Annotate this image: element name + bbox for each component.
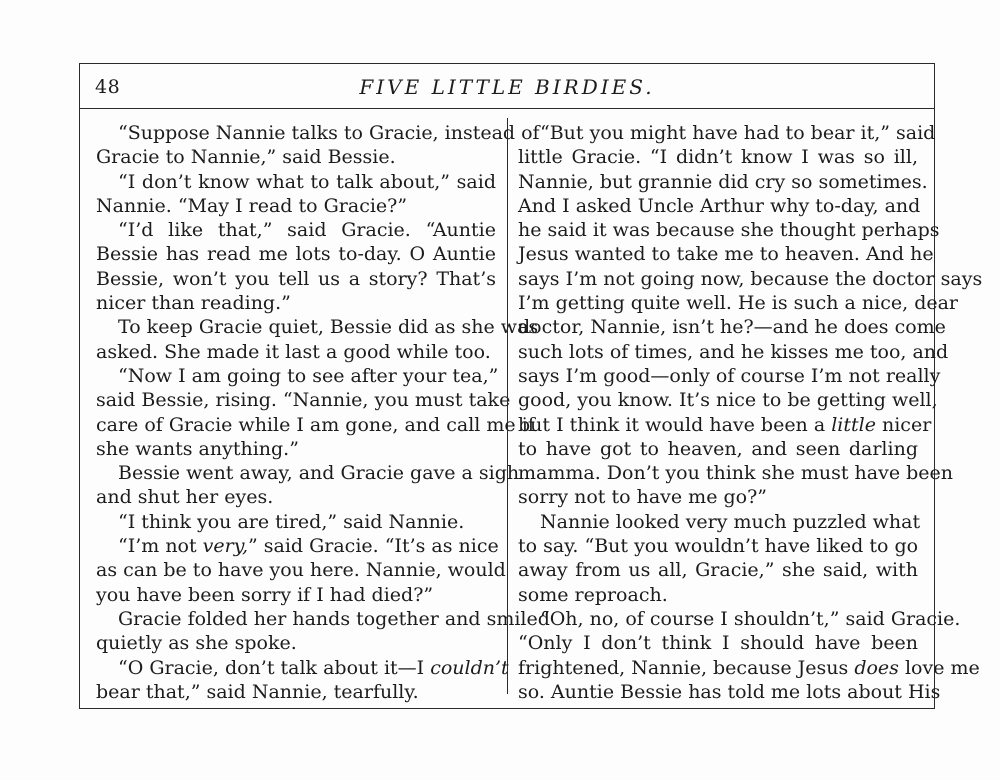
text-line: she wants anything.” [96, 437, 299, 460]
left-text-column [96, 121, 550, 704]
page-header [79, 70, 935, 110]
text-line: frightened, Nannie, because Jesus does love me [518, 656, 980, 679]
text-line: says I’m good—only of course I’m not really [518, 364, 941, 387]
text-line: quietly as she spoke. [96, 632, 297, 655]
text-line: nicer than reading.” [96, 292, 291, 315]
text-line: “I think you are tired,” said Nannie. [118, 510, 465, 533]
text-line: mamma. Don’t you think she must have been [518, 462, 954, 485]
text-line: care of Gracie while I am gone, and call me if [96, 413, 535, 436]
text-line: “I’d like that,” said Gracie. “Auntie [118, 219, 496, 242]
text-line: to have got to heaven, and seen darling [518, 437, 918, 460]
text-line: sorry not to have me go?” [518, 486, 767, 509]
text-line: some reproach. [518, 583, 668, 606]
text-line: To keep Gracie quiet, Bessie did as she was [118, 316, 539, 339]
italic-emphasis: very, [202, 535, 248, 558]
text-line: and shut her eyes. [96, 486, 274, 509]
running-title: FIVE LITTLE BIRDIES. [359, 75, 655, 99]
text-line: And I asked Uncle Arthur why to-day, and [518, 194, 921, 217]
text-line: away from us all, Gracie,” she said, with [518, 559, 918, 582]
text-line: so. Auntie Bessie has told me lots about His [518, 680, 941, 703]
text-line: “Suppose Nannie talks to Gracie, instead of [118, 122, 540, 144]
text-line: Bessie has read me lots to-day. O Auntie [96, 243, 496, 266]
text-line: says I’m not going now, because the doctor says [518, 267, 983, 290]
text-line: Jesus wanted to take me to heaven. And he [518, 243, 934, 266]
text-line: he said it was because she thought perhaps [518, 219, 940, 242]
italic-emphasis: does [854, 656, 899, 679]
right-text-column [518, 121, 983, 704]
text-line: but I think it would have been a little nicer [518, 413, 932, 436]
text-line: Nannie. “May I read to Gracie?” [96, 194, 408, 217]
text-line: you have been sorry if I had died?” [96, 583, 434, 606]
column-divider [507, 118, 508, 694]
text-line: bear that,” said Nannie, tearfully. [96, 680, 419, 703]
text-line: to say. “But you wouldn’t have liked to go [518, 535, 919, 558]
text-line: as can be to have you here. Nannie, would [96, 559, 506, 582]
page-number: 48 [95, 76, 121, 98]
text-line: doctor, Nannie, isn’t he?—and he does come [518, 316, 946, 339]
header-rule [79, 108, 935, 109]
text-line: “I don’t know what to talk about,” said [118, 170, 496, 193]
italic-emphasis: little [831, 413, 876, 436]
text-line: “Now I am going to see after your tea,” [118, 364, 499, 387]
text-line: “Only I don’t think I should have been [518, 632, 918, 655]
text-line: Gracie folded her hands together and smiled [118, 607, 550, 630]
text-line: I’m getting quite well. He is such a nice, dear [518, 292, 959, 315]
text-line: such lots of times, and he kisses me too, and [518, 340, 949, 363]
text-line: good, you know. It’s nice to be getting well, [518, 389, 938, 412]
text-line: “But you might have had to bear it,” said [540, 122, 936, 144]
text-line: asked. She made it last a good while too. [96, 340, 491, 363]
text-line: “Oh, no, of course I shouldn’t,” said Gracie. [540, 607, 961, 630]
text-line: “O Gracie, don’t talk about it—I couldn’t [118, 656, 509, 679]
text-line: said Bessie, rising. “Nannie, you must take [96, 389, 511, 412]
text-line: Gracie to Nannie,” said Bessie. [96, 146, 396, 169]
text-line: Bessie, won’t you tell us a story? That’s [96, 267, 496, 290]
italic-emphasis: couldn’t [430, 656, 509, 679]
text-line: Bessie went away, and Gracie gave a sigh [118, 462, 520, 485]
text-line: Nannie looked very much puzzled what [540, 510, 921, 533]
text-line: little Gracie. “I didn’t know I was so ill, [518, 146, 918, 169]
text-line: Nannie, but grannie did cry so sometimes. [518, 170, 928, 193]
text-line: “I’m not very,” said Gracie. “It’s as nice [118, 535, 499, 558]
